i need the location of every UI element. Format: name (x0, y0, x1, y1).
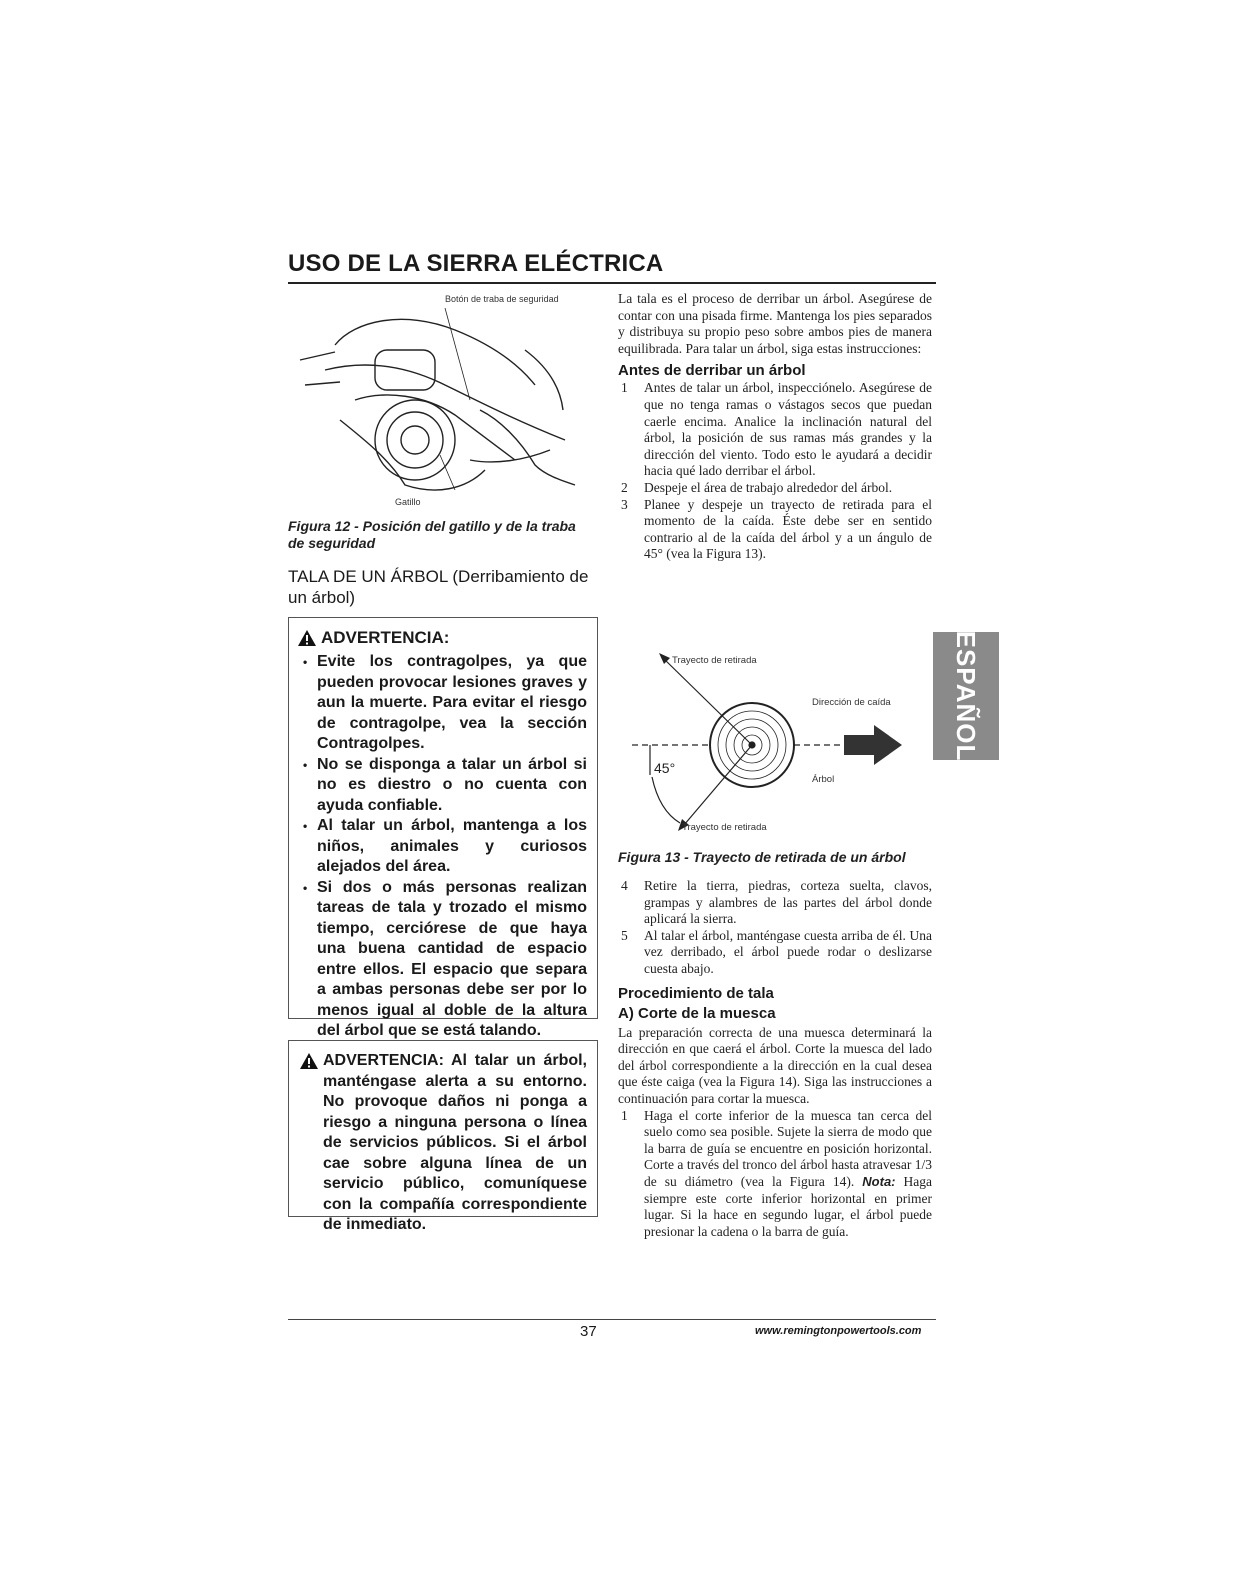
figure-12-caption: Figura 12 - Posición del gatillo y de la traba de seguridad (288, 518, 576, 551)
fig13-retreat-label-top: Trayecto de retirada (672, 655, 757, 666)
section-heading: TALA DE UN ÁRBOL (Derribamiento de un árbol) (288, 567, 589, 607)
notch-heading: A) Corte de la muesca (618, 1004, 776, 1022)
figure-13-caption: Figura 13 - Trayecto de retirada de un árbol (618, 849, 906, 865)
language-tab-label: ESPAÑOL (951, 630, 982, 762)
list-item (618, 878, 932, 928)
list-text: Haga el corte inferior de la muesca tan cerca del suelo como sea posible. Sujete la sierra de modo que la barra de guía se encuentre en posición horizontal. Corte a través del tronco del árbol hasta atravesar 1/3 de su diámetro (vea la Figura 14). (644, 1107, 932, 1189)
list-item (618, 497, 932, 563)
fig13-tree-label: Árbol (812, 774, 835, 785)
fig13-retreat-label-bottom: Trayecto de retirada (682, 822, 767, 833)
warning-2-text: ADVERTENCIA: Al talar un árbol, manténgase alerta a su entorno. No provoque daños ni ponga a riesgo a ninguna persona o línea de servicios públicos. Si el árbol cae sobre alguna línea de un servicio público, comuníquese con la compañía correspondiente de inmediato. (323, 1052, 587, 1233)
right-column-top (618, 291, 932, 563)
warning-1-item: • Al talar un árbol, mantenga a los niños, animales y curiosos alejados del área. (297, 816, 587, 878)
page-number: 37 (580, 1323, 597, 1340)
list-number: 2 (621, 479, 628, 495)
intro-paragraph: La tala es el proceso de derribar un árbol. Asegúrese de contar con una pisada firme. Mantenga los pies separados y distribuya su propio peso sobre ambos pies de manera equilibrada. Para talar un árbol, siga estas instrucciones: (618, 291, 932, 356)
page-title: USO DE LA SIERRA ELÉCTRICA (288, 250, 664, 277)
title-rule (288, 282, 936, 284)
list-item (618, 480, 932, 497)
fig12-label-trigger: Gatillo (395, 497, 421, 507)
chainsaw-handle-illustration (295, 290, 595, 520)
language-side-tab (933, 632, 999, 760)
list-text: Despeje el área de trabajo alrededor del árbol. (644, 479, 893, 495)
figure-13 (612, 645, 942, 845)
list-number: 1 (621, 1107, 628, 1123)
before-felling-heading: Antes de derribar un árbol (618, 362, 806, 380)
warning-1-title: ADVERTENCIA: (321, 628, 450, 647)
list-item (618, 380, 932, 480)
fig13-angle-label: 45° (654, 760, 676, 776)
procedure-heading: Procedimiento de tala (618, 984, 774, 1002)
notch-intro: La preparación correcta de una muesca determinará la dirección en que caerá el árbol. Corte la muesca del lado del árbol correspondiente a la dirección en la cual desea que éste caiga (vea la Figura 14). Siga las instrucciones a continuación para cortar la muesca. (618, 1024, 932, 1106)
warning-triangle-icon (299, 1052, 319, 1070)
list-text: Al talar el árbol, manténgase cuesta arriba de él. Una vez derribado, el árbol puede rodar o deslizarse cuesta abajo. (644, 927, 932, 976)
right-column-bottom (618, 878, 932, 1240)
list-number: 1 (621, 380, 628, 396)
list-text: Retire la tierra, piedras, corteza suelta, clavos, grampas y alambres de las partes del árbol donde aplicará la sierra. (644, 878, 932, 927)
retreat-path-diagram (612, 645, 942, 845)
list-number: 5 (621, 927, 628, 943)
list-text: Planee y despeje un trayecto de retirada para el momento de la caída. Éste debe ser en sentido contrario al de la caída del árbol y a un ángulo de 45° (vea la Figura 13). (644, 496, 932, 562)
warning-1-item: • Si dos o más personas realizan tareas de tala y trozado el mismo tiempo, cerciórese de que haya una buena cantidad de espacio entre ellos. El espacio que separa a ambas personas debe ser por lo menos igual al doble de la altura del árbol que se está talando. (297, 878, 587, 1042)
warning-1-item: • Evite los contragolpes, ya que pueden provocar lesiones graves y aun la muerte. Para evitar el riesgo de contragolpe, vea la sección Contragolpes. (297, 652, 587, 755)
footer-url: www.remingtonpowertools.com (755, 1325, 922, 1337)
list-item (618, 1108, 932, 1241)
note-text: Haga siempre este corte inferior horizontal en primer lugar. Si la hace en segundo lugar, el árbol puede presionar la cadena o la barra de guía. (644, 1173, 932, 1239)
list-number: 3 (621, 496, 628, 512)
fig13-fall-direction-label: Dirección de caída (812, 697, 891, 708)
footer-rule (288, 1319, 936, 1320)
arrow-head-icon (659, 653, 670, 664)
warning-1-header (297, 628, 587, 648)
fig12-label-safety-lock: Botón de traba de seguridad (445, 294, 559, 304)
note-label: Nota: (862, 1173, 896, 1189)
list-item (618, 928, 932, 978)
warning-triangle-icon (297, 629, 317, 647)
list-text: Antes de talar un árbol, inspecciónelo. Asegúrese de que no tenga ramas o vástagos secos que puedan caerle encima. Analice la inclinación natural del árbol, la posición de sus ramas más grandes y la dirección del viento. Todo esto le ayudará a decidir hacia qué lado derribar el árbol. (644, 380, 932, 479)
tree-stump-icon (710, 703, 794, 787)
retreat-line-top (662, 657, 752, 745)
warning-box-2 (288, 1040, 598, 1233)
warning-1-item: • No se disponga a talar un árbol si no es diestro o no cuenta con ayuda confiable. (297, 755, 587, 817)
list-number: 4 (621, 878, 628, 893)
warning-box-1 (288, 617, 598, 1039)
figure-12 (295, 290, 595, 520)
fall-direction-arrow-icon (844, 725, 902, 765)
